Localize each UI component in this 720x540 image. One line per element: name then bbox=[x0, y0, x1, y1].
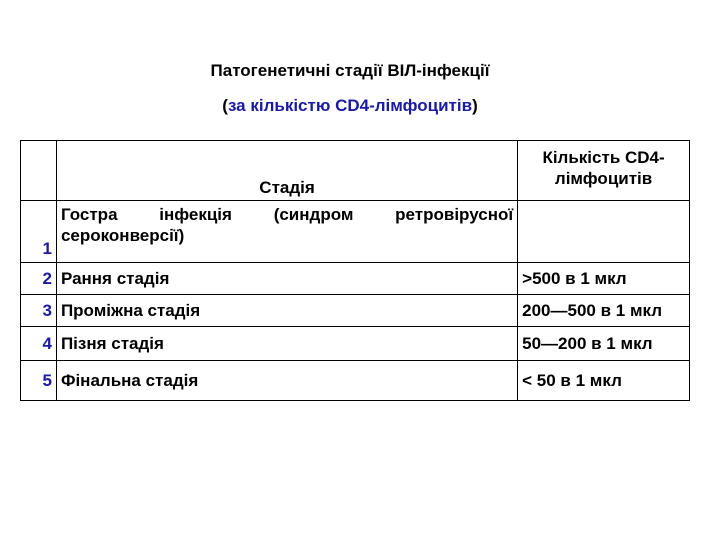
cd4-count: < 50 в 1 мкл bbox=[518, 361, 690, 401]
stage-name bbox=[56, 201, 517, 263]
table-row bbox=[21, 263, 690, 295]
header-cd4-count-line2: лімфоцитів bbox=[554, 169, 653, 188]
header-cd4-count-cell bbox=[518, 141, 690, 201]
stage-name-line2: сероконверсії) bbox=[60, 226, 185, 245]
stage-number: 5 bbox=[21, 361, 57, 401]
header-number-cell bbox=[21, 141, 57, 201]
subtitle-text: за кількістю CD4-лімфоцитів bbox=[227, 96, 473, 115]
stage-name: Проміжна стадія bbox=[56, 295, 517, 327]
stage-number: 3 bbox=[21, 295, 57, 327]
cd4-count: 50—200 в 1 мкл bbox=[518, 327, 690, 361]
stage-name: Рання стадія bbox=[56, 263, 517, 295]
table-row bbox=[21, 361, 690, 401]
stage-number: 2 bbox=[21, 263, 57, 295]
table-row bbox=[21, 327, 690, 361]
header-stage-cell: Стадія bbox=[56, 141, 517, 201]
cd4-count: 200—500 в 1 мкл bbox=[518, 295, 690, 327]
subtitle-open-paren: ( bbox=[222, 96, 228, 115]
stage-number: 4 bbox=[21, 327, 57, 361]
table-row bbox=[21, 295, 690, 327]
stages-table bbox=[20, 140, 690, 401]
cd4-count: >500 в 1 мкл bbox=[518, 263, 690, 295]
stage-name: Пізня стадія bbox=[56, 327, 517, 361]
stage-name: Фінальна стадія bbox=[56, 361, 517, 401]
page-subtitle bbox=[0, 95, 700, 117]
table-header-row bbox=[21, 141, 690, 201]
subtitle-close-paren: ) bbox=[472, 96, 478, 115]
stage-number: 1 bbox=[21, 201, 57, 263]
page-title: Патогенетичні стадії ВІЛ-інфекції bbox=[210, 61, 490, 80]
table-row bbox=[21, 201, 690, 263]
stage-name-line1: Гостра інфекція (синдром ретровірусної bbox=[60, 205, 514, 224]
cd4-count bbox=[518, 201, 690, 263]
header-cd4-count-line1: Кількість CD4- bbox=[542, 148, 665, 167]
